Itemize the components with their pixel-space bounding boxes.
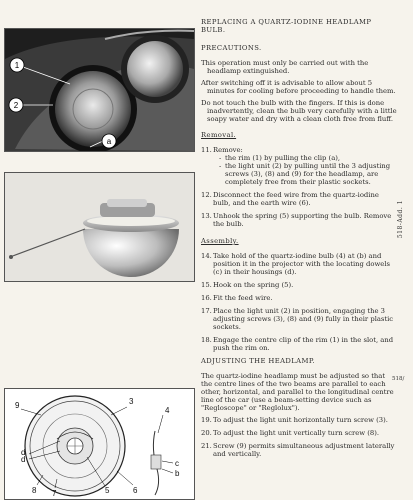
callout-a [102,134,116,148]
callout-9: 9 [15,401,20,410]
callout-d-lower: d [21,455,26,464]
step-number: 11. [201,146,212,154]
step-item [201,294,397,302]
callout-3: 3 [129,397,134,406]
step-item [201,191,397,207]
step-text: To adjust the light unit horizontally turn screw (3). [213,416,388,424]
headlamp-photo [4,28,195,152]
step-text: Screw (9) permits simultaneous adjustment laterally and vertically. [213,442,395,458]
step-item [201,281,397,289]
page-number: 518/ [392,376,405,382]
step-text: Hook on the spring (5). [213,281,294,289]
step-number: 15. [201,281,212,289]
step-item [201,429,397,437]
bulb-housing-photo [4,172,195,282]
step-bullet: - the light unit (2) by pulling until the 3 adjusting screws (3), (8) and (9) for the headlamp, are completely free from their plastic sockets. [219,162,391,186]
page-title: REPLACING A QUARTZ-IODINE HEADLAMP BULB. [201,18,372,34]
assembly-title: Assembly. [201,237,239,245]
step-text: Fit the feed wire. [213,294,273,302]
callout-4: 4 [165,406,170,415]
step-number: 13. [201,212,212,220]
step-item [201,336,397,352]
step-number: 14. [201,252,212,260]
precaution-paragraph: Do not touch the bulb with the fingers. If this is done inadvertently, clean the bulb very carefully with a little soapy water and dry with a clean cloth free from fluff. [201,99,397,123]
step-number: 17. [201,307,212,315]
step-text: Place the light unit (2) in position, engaging the 3 adjusting screws (3), (8) and (9) fully in their plastic sockets. [213,307,394,331]
callout-1 [10,58,24,72]
step-number: 18. [201,336,212,344]
adjusting-title: ADJUSTING THE HEADLAMP. [201,357,315,365]
step-item [201,146,397,186]
callout-8: 8 [32,486,37,495]
step-item [201,416,397,424]
step-item [201,212,397,228]
step-text: Unhook the spring (5) supporting the bulb. Remove the bulb. [213,212,392,228]
step-bullet: - the rim (1) by pulling the clip (a), [219,154,341,162]
callout-6: 6 [133,486,138,495]
step-item [201,442,397,458]
step-number: 20. [201,429,212,437]
step-item [201,307,397,331]
step-number: 12. [201,191,212,199]
section-code: 518-Add. 1 [397,200,404,239]
instructions-column [201,18,397,463]
svg-text:a: a [106,137,112,146]
svg-text:1: 1 [14,61,20,70]
callout-c: c [175,459,179,468]
step-item [201,252,397,276]
step-text: Disconnect the feed wire from the quartz-iodine bulb, and the earth wire (6). [213,191,379,207]
step-text: To adjust the light unit vertically turn screw (8). [213,429,380,437]
precaution-paragraph: This operation must only be carried out with the headlamp extinguished. [201,59,369,75]
svg-text:2: 2 [13,101,19,110]
step-number: 19. [201,416,212,424]
callout-2 [9,98,23,112]
step-text: Engage the centre clip of the rim (1) in the slot, and push the rim on. [213,336,394,352]
adjusting-intro: The quartz-iodine headlamp must be adjusted so that the centre lines of the two beams are parallel to each other, horizontal, and parallel to the longitudinal centre line of the car (use a beam-setting device such as "Regloscope" or "Reglolux"). [201,372,394,412]
callout-5: 5 [105,486,110,495]
callout-b: b [175,469,180,478]
callout-7: 7 [52,489,57,498]
step-text: Take hold of the quartz-iodine bulb (4) at (b) and position it in the projector with the locating dowels (c) in their housings (d). [213,252,390,276]
step-number: 16. [201,294,212,302]
precautions-title: PRECAUTIONS. [201,44,262,52]
removal-title: Removal. [201,131,237,139]
step-number: 21. [201,442,212,450]
precaution-paragraph: After switching off it is advisable to allow about 5 minutes for cooling before proceeding to handle them. [201,79,396,95]
step-text: Remove: [213,146,243,154]
callout-d-upper: d [21,448,26,457]
headlamp-diagram [4,388,195,500]
